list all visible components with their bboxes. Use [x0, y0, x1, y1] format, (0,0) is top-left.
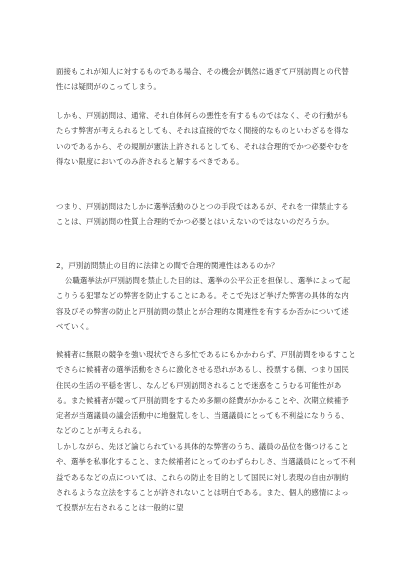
paragraph-interview-substitute: 面接もこれが知人に対するものである場合、その機会が偶然に過ぎて戸別訪問との代替性には疑問がのこってしまう。 [56, 67, 349, 92]
paragraph-purpose-of-ban: 公職選挙法が戸別訪問を禁止した目的は、選挙の公平公正を担保し、選挙によって起こりうる犯罪などの弊害を防止することにある。そこで先ほど挙げた弊害の具体的な内容及びその弊害の防止と戸別訪問の禁止とが合理的な関連性を有するか否かについて述べていく。 [56, 276, 351, 331]
paragraph-door-to-door-regulation: しかも、戸別訪問は、通常、それ自体何らの悪性を有するものではなく、その行動がもたらす弊害が考えられるとしても、それは直接的でなく間接的なものといわざるを得ないのであるから、その規制が憲法上許されるとしても、それは合理的でかつ必要やむを得ない限度においてのみ許されると解するべきである。 [56, 111, 349, 166]
paragraph-harms-list: 候補者に無限の競争を強い現状でさら多忙であるにもかかわらず、戸別訪問をゆるすことでさらに候補者の選挙活動をさらに激化させる恐れがあるし、投票する側、つまり国民住民の生活の平穏を害し、なんども戸別訪問されることで迷惑をこうむる可能性がある。また候補者が競って戸別訪問をするため多額の経費がかかることや、次期立候補予定者が当選議員の議会活動中に地盤荒しをし、当選議員にとっても不利益になりうる、などのことが考えられる。 [56, 350, 356, 436]
section-heading-2: 2，戸別訪問禁止の目的に法律との間で合理的関連性はあるのか？ [56, 261, 279, 270]
paragraph-counterargument: しかしながら、先ほど論じられている具体的な弊害のうち、議員の品位を傷つけることや、選挙を私事化すること、また候補者にとってのわずらわしさ、当選議員にとって不利益であるなどの点については、これらの防止を目的として国民に対し表現の自由が制約されるような立法をすることが許されないことは明白である。また、個人的感情によって投票が左右されることは一般的に望 [56, 442, 356, 513]
paragraph-blanket-ban-question: つまり、戸別訪問はたしかに選挙活動のひとつの手段ではあるが、それを一律禁止することは、戸別訪問の性質上合理的でかつ必要とはいえないのではないのだろうか。 [56, 202, 349, 227]
